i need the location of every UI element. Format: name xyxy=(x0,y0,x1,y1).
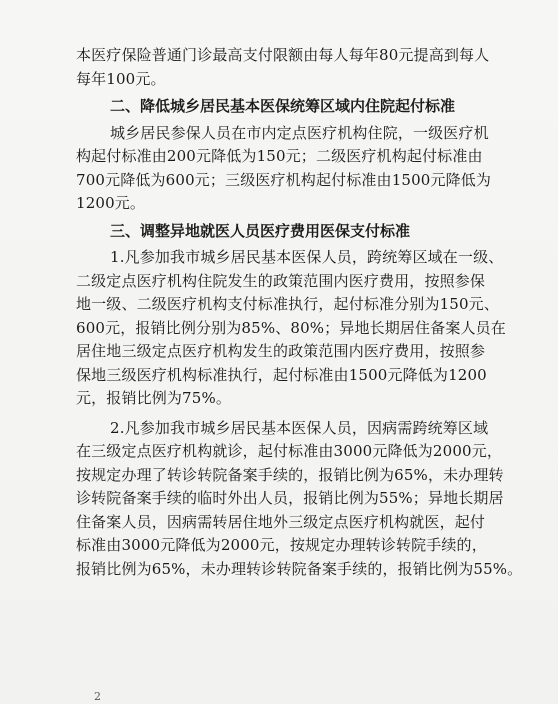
body-line: 1.凡参加我市城乡居民基本医保人员，跨统筹区域在一级、 xyxy=(110,248,504,266)
body-line: 600元，报销比例分别为85%、80%；异地长期居住备案人员在 xyxy=(76,318,506,337)
body-line: 2.凡参加我市城乡居民基本医保人员，因病需跨统筹区域 xyxy=(110,418,489,437)
body-line: 标准由3000元降低为2000元，按规定办理转诊转院手续的， xyxy=(76,536,487,554)
body-line: 城乡居民参保人员在市内定点医疗机构住院，一级医疗机 xyxy=(110,123,489,142)
body-line: 居住地三级定点医疗机构发生的政策范围内医疗费用，按照参 xyxy=(76,342,486,360)
section-heading: 三、调整异地就医人员医疗费用医保支付标准 xyxy=(110,221,411,240)
body-line: 二级定点医疗机构住院发生的政策范围内医疗费用，按照参保 xyxy=(76,271,486,290)
body-line: 每年100元。 xyxy=(76,69,166,88)
page-number: 2 xyxy=(94,690,101,703)
section-heading: 二、降低城乡居民基本医保统筹区域内住院起付标准 xyxy=(110,97,456,115)
body-line: 元，报销比例为75%。 xyxy=(76,389,231,407)
body-line: 本医疗保险普通门诊最高支付限额由每人每年80元提高到每人 xyxy=(76,46,490,64)
body-line: 报销比例为65%，未办理转诊转院备案手续的，报销比例为55%。 xyxy=(76,559,523,578)
body-line: 保地三级医疗机构标准执行，起付标准由1500元降低为1200 xyxy=(76,365,487,384)
body-line: 按规定办理了转诊转院备案手续的，报销比例为65%，未办理转 xyxy=(76,465,504,484)
body-line: 诊转院备案手续的临时外出人员，报销比例为55%；异地长期居 xyxy=(76,489,504,507)
body-line: 在三级定点医疗机构就诊，起付标准由3000元降低为2000元， xyxy=(76,442,502,460)
body-line: 地一级、二级医疗机构支付标准执行，起付标准分别为150元、 xyxy=(76,295,499,313)
body-line: 住备案人员，因病需转居住地外三级定点医疗机构就医，起付 xyxy=(76,512,486,531)
document-body xyxy=(76,44,523,581)
body-line: 1200元。 xyxy=(76,194,146,212)
body-line: 700元降低为600元；三级医疗机构起付标准由1500元降低为 xyxy=(76,170,492,189)
body-line: 构起付标准由200元降低为150元；二级医疗机构起付标准由 xyxy=(76,147,483,165)
